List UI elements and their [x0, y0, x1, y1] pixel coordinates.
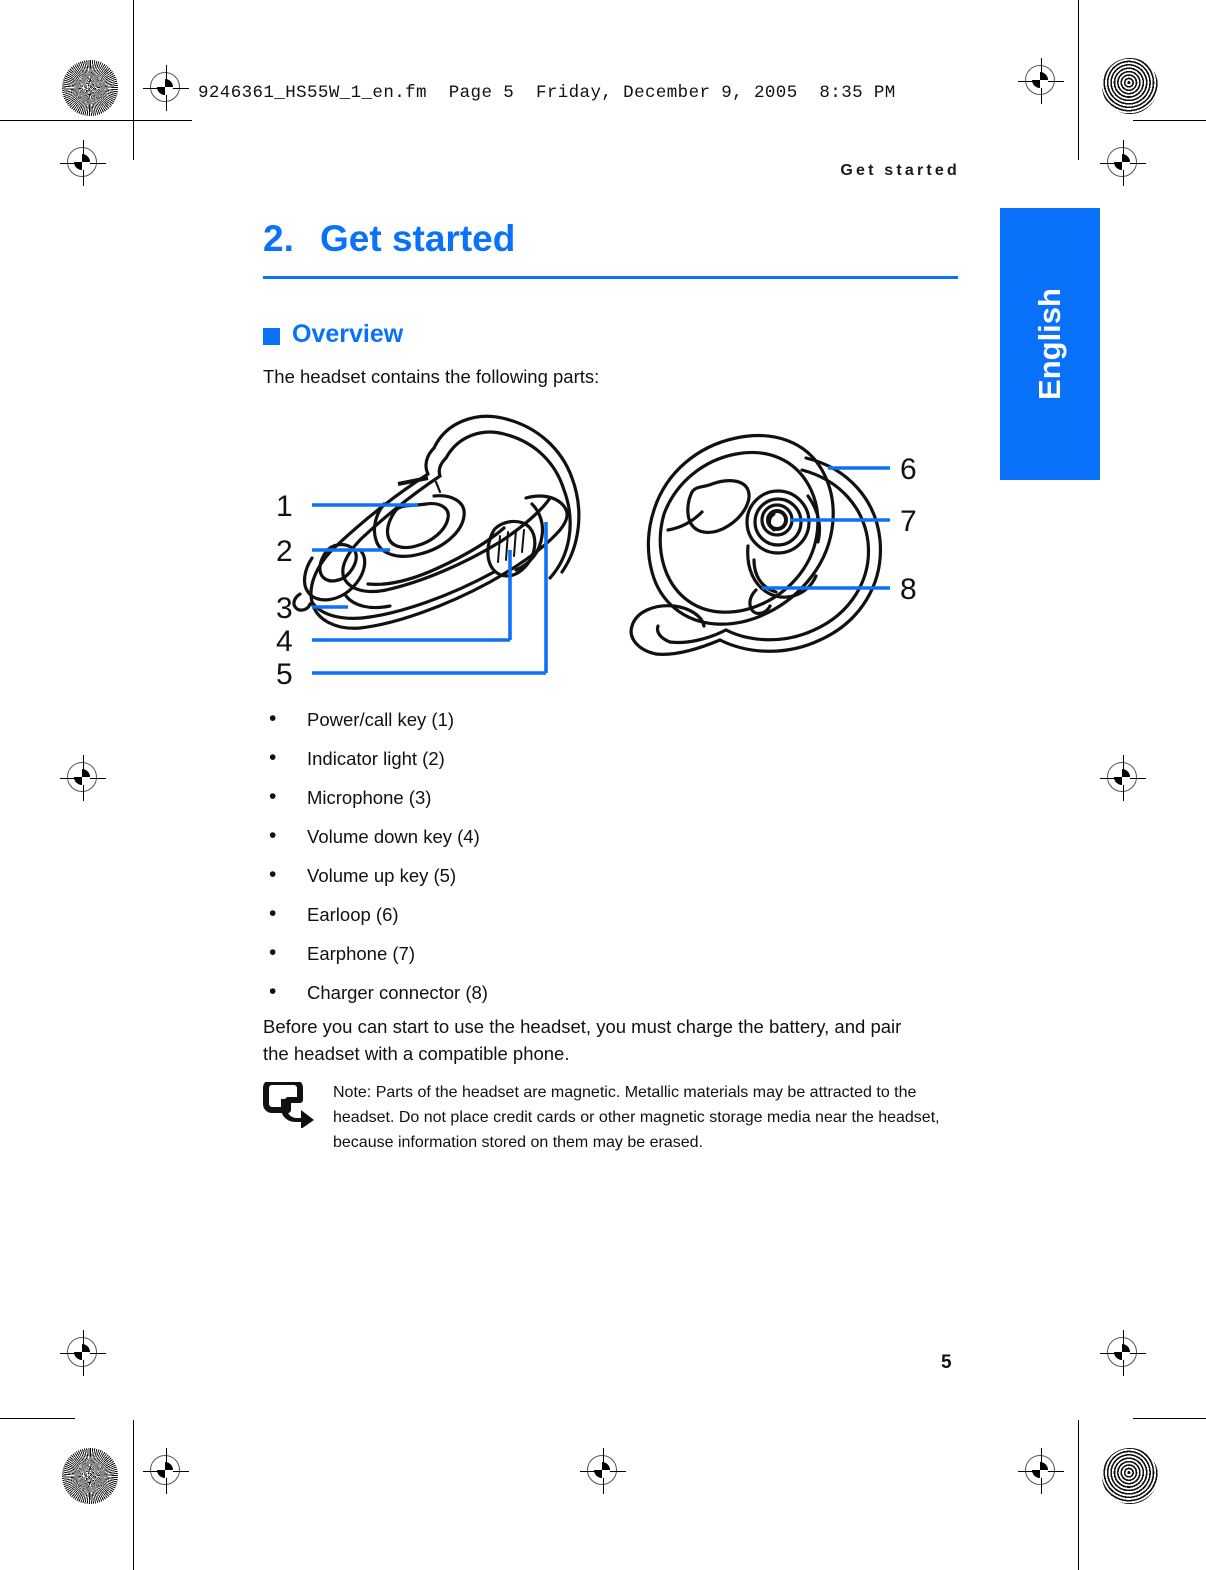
crop-line-right-bottom — [1078, 1420, 1079, 1570]
registration-target-right-lower — [1100, 755, 1146, 801]
callout-number-7: 7 — [900, 505, 917, 538]
registration-target-left-upper — [60, 140, 106, 186]
section-intro-text: The headset contains the following parts: — [263, 366, 600, 387]
registration-starburst-top-left — [62, 60, 118, 116]
callout-number-1: 1 — [276, 490, 293, 523]
note-text: Note: Parts of the headset are magnetic. Metallic materials may be attracted to the headset. Do not place credit cards or other magnetic storage media near the headset, because information stored on them may be erased. — [333, 1084, 940, 1151]
crop-line-bottom-right — [1133, 1418, 1206, 1419]
callout-number-2: 2 — [276, 535, 293, 568]
prepress-filestamp: 9246361_HS55W_1_en.fm Page 5 Friday, December 9, 2005 8:35 PM — [198, 83, 896, 103]
running-header: Get started — [840, 162, 960, 179]
body-paragraph: Before you can start to use the headset, you must charge the battery, and pair the headset with a compatible phone. — [263, 1016, 902, 1064]
callout-number-4: 4 — [276, 625, 293, 658]
crop-line-bottom-left — [0, 1418, 75, 1419]
list-item: • Indicator light (2) — [263, 739, 903, 778]
crop-line-top-right — [1133, 120, 1206, 121]
list-item: • Microphone (3) — [263, 778, 903, 817]
section-heading — [263, 320, 403, 349]
registration-starburst-bottom-left — [62, 1448, 118, 1504]
headset-parts-figure — [250, 400, 950, 690]
registration-target-top-right — [1018, 58, 1064, 104]
list-item: • Power/call key (1) — [263, 700, 903, 739]
parts-list-items — [263, 700, 903, 1012]
language-side-tab — [1000, 208, 1100, 480]
language-side-tab-label: English — [1032, 288, 1067, 400]
page-number: 5 — [941, 1352, 952, 1373]
headset-parts-illustration — [250, 400, 950, 690]
list-item: • Earphone (7) — [263, 934, 903, 973]
registration-moire-bottom-right — [1102, 1448, 1158, 1504]
registration-target-bottom-right — [1018, 1448, 1064, 1494]
callout-number-6: 6 — [900, 453, 917, 486]
registration-target-right-bottom — [1100, 1330, 1146, 1376]
list-item: • Charger connector (8) — [263, 973, 903, 1012]
crop-line-right — [1078, 0, 1079, 160]
crop-line-left — [133, 0, 134, 160]
note-block — [263, 1080, 953, 1155]
registration-target-bottom-left — [143, 1448, 189, 1494]
chapter-number: 2. — [263, 218, 294, 259]
note-hand-arrow-icon — [263, 1080, 315, 1155]
chapter-title — [263, 218, 515, 260]
callout-number-5: 5 — [276, 658, 293, 690]
registration-target-left-bottom — [60, 1330, 106, 1376]
callout-number-3: 3 — [276, 592, 293, 625]
list-item: • Earloop (6) — [263, 895, 903, 934]
chapter-title-rule — [263, 276, 958, 279]
registration-target-bottom-center — [580, 1448, 626, 1494]
callout-number-8: 8 — [900, 573, 917, 606]
registration-target-top-left — [143, 65, 189, 111]
registration-target-right-upper — [1100, 140, 1146, 186]
section-bullet-square-icon — [263, 328, 280, 345]
registration-target-left-lower — [60, 755, 106, 801]
crop-line-top-left — [0, 120, 75, 121]
registration-moire-top-right — [1102, 58, 1158, 114]
chapter-title-text: Get started — [320, 218, 516, 259]
parts-list — [263, 700, 903, 1012]
crop-line-left-bottom — [133, 1420, 134, 1570]
filestamp-rule — [70, 120, 192, 121]
section-heading-label: Overview — [292, 320, 404, 348]
list-item: • Volume up key (5) — [263, 856, 903, 895]
list-item: • Volume down key (4) — [263, 817, 903, 856]
